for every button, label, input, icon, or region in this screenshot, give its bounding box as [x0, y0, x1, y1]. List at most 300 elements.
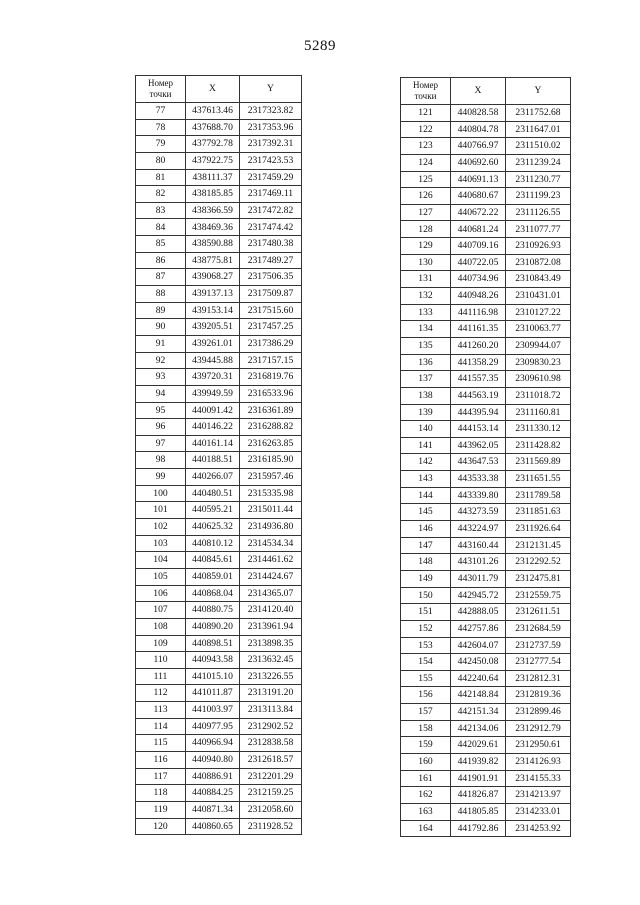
table-row: [401, 387, 571, 404]
point-number-cell: 105: [136, 568, 186, 585]
point-number-cell: 91: [136, 335, 186, 352]
x-cell: 441557.35: [451, 371, 506, 388]
x-cell: 442945.72: [451, 587, 506, 604]
table-row: [136, 352, 302, 369]
x-cell: 443224.97: [451, 521, 506, 538]
table-row: [136, 685, 302, 702]
table-row: [401, 204, 571, 221]
y-cell: 2316819.76: [240, 369, 302, 386]
y-cell: 2312131.45: [506, 537, 571, 554]
y-cell: 2316533.96: [240, 385, 302, 402]
point-number-cell: 157: [401, 704, 451, 721]
y-cell: 2312737.59: [506, 637, 571, 654]
x-cell: 439205.51: [186, 319, 240, 336]
point-number-cell: 134: [401, 321, 451, 338]
table-row: [401, 471, 571, 488]
table-row: [401, 654, 571, 671]
table-body-left: [136, 103, 302, 835]
table-row: [136, 319, 302, 336]
table-row: [136, 286, 302, 303]
x-cell: 442240.64: [451, 670, 506, 687]
x-cell: 440859.01: [186, 568, 240, 585]
y-cell: 2315957.46: [240, 469, 302, 486]
point-number-cell: 101: [136, 502, 186, 519]
table-row: [136, 452, 302, 469]
x-cell: 440940.80: [186, 751, 240, 768]
table-row: [401, 421, 571, 438]
table-row: [136, 735, 302, 752]
x-cell: 442151.34: [451, 704, 506, 721]
table-row: [136, 568, 302, 585]
x-cell: 440146.22: [186, 419, 240, 436]
point-number-cell: 99: [136, 469, 186, 486]
point-number-cell: 155: [401, 670, 451, 687]
x-cell: 441792.86: [451, 820, 506, 837]
y-cell: 2310063.77: [506, 321, 571, 338]
table-header-row: [136, 76, 302, 103]
table-row: [401, 504, 571, 521]
x-cell: 441161.35: [451, 321, 506, 338]
point-number-cell: 94: [136, 385, 186, 402]
point-number-cell: 85: [136, 236, 186, 253]
x-cell: 442450.08: [451, 654, 506, 671]
point-number-cell: 81: [136, 169, 186, 186]
point-number-cell: 116: [136, 751, 186, 768]
table-row: [401, 271, 571, 288]
point-number-cell: 152: [401, 620, 451, 637]
x-cell: 438111.37: [186, 169, 240, 186]
y-cell: 2311330.12: [506, 421, 571, 438]
point-number-cell: 138: [401, 387, 451, 404]
x-cell: 440709.16: [451, 238, 506, 255]
y-cell: 2311018.72: [506, 387, 571, 404]
point-number-cell: 136: [401, 354, 451, 371]
point-number-cell: 121: [401, 105, 451, 122]
x-cell: 440804.78: [451, 121, 506, 138]
point-number-cell: 96: [136, 419, 186, 436]
table-row: [136, 502, 302, 519]
table-row: [136, 186, 302, 203]
table-row: [401, 238, 571, 255]
x-cell: 440868.04: [186, 585, 240, 602]
y-cell: 2316361.89: [240, 402, 302, 419]
y-cell: 2317474.42: [240, 219, 302, 236]
y-cell: 2312684.59: [506, 620, 571, 637]
y-cell: 2312058.60: [240, 801, 302, 818]
table-row: [401, 587, 571, 604]
y-cell: 2314155.33: [506, 770, 571, 787]
x-cell: 442888.05: [451, 604, 506, 621]
point-number-cell: 147: [401, 537, 451, 554]
point-number-cell: 163: [401, 803, 451, 820]
point-number-cell: 154: [401, 654, 451, 671]
x-cell: 440692.60: [451, 154, 506, 171]
x-cell: 439137.13: [186, 286, 240, 303]
y-cell: 2314461.62: [240, 552, 302, 569]
table-row: [401, 570, 571, 587]
point-number-cell: 84: [136, 219, 186, 236]
y-cell: 2313226.55: [240, 668, 302, 685]
point-number-cell: 87: [136, 269, 186, 286]
x-cell: 442757.86: [451, 620, 506, 637]
y-cell: 2312201.29: [240, 768, 302, 785]
y-cell: 2310127.22: [506, 304, 571, 321]
x-cell: 440871.34: [186, 801, 240, 818]
y-cell: 2317469.11: [240, 186, 302, 203]
point-number-cell: 111: [136, 668, 186, 685]
x-cell: 440680.67: [451, 188, 506, 205]
y-cell: 2312559.75: [506, 587, 571, 604]
x-cell: 440188.51: [186, 452, 240, 469]
table-row: [136, 785, 302, 802]
table-row: [136, 751, 302, 768]
table-row: [401, 171, 571, 188]
x-cell: 441358.29: [451, 354, 506, 371]
table-row: [401, 554, 571, 571]
point-number-cell: 133: [401, 304, 451, 321]
x-cell: 443339.80: [451, 487, 506, 504]
table-row: [401, 121, 571, 138]
point-number-cell: 106: [136, 585, 186, 602]
point-number-header: [136, 76, 186, 103]
x-cell: 442148.84: [451, 687, 506, 704]
point-number-cell: 107: [136, 602, 186, 619]
y-cell: 2316185.90: [240, 452, 302, 469]
point-number-cell: 141: [401, 437, 451, 454]
point-number-cell: 123: [401, 138, 451, 155]
x-cell: 439153.14: [186, 302, 240, 319]
y-cell: 2310926.93: [506, 238, 571, 255]
point-number-cell: 109: [136, 635, 186, 652]
y-cell: 2314365.07: [240, 585, 302, 602]
x-cell: 443533.38: [451, 471, 506, 488]
y-cell: 2311428.82: [506, 437, 571, 454]
table-row: [401, 770, 571, 787]
y-cell: 2311647.01: [506, 121, 571, 138]
x-cell: 443011.79: [451, 570, 506, 587]
x-cell: 441901.91: [451, 770, 506, 787]
y-cell: 2317457.25: [240, 319, 302, 336]
point-number-cell: 86: [136, 252, 186, 269]
y-header: Y: [506, 78, 571, 105]
table-row: [401, 737, 571, 754]
y-cell: 2311928.52: [240, 818, 302, 835]
x-cell: 438185.85: [186, 186, 240, 203]
table-row: [136, 252, 302, 269]
table-row: [136, 402, 302, 419]
y-cell: 2310431.01: [506, 288, 571, 305]
y-cell: 2313191.20: [240, 685, 302, 702]
y-cell: 2312611.51: [506, 604, 571, 621]
point-number-cell: 112: [136, 685, 186, 702]
x-cell: 439949.59: [186, 385, 240, 402]
y-cell: 2314936.80: [240, 519, 302, 536]
y-cell: 2311126.55: [506, 204, 571, 221]
point-number-cell: 95: [136, 402, 186, 419]
point-number-cell: 162: [401, 787, 451, 804]
point-number-cell: 148: [401, 554, 451, 571]
point-number-cell: 122: [401, 121, 451, 138]
table-body-right: [401, 105, 571, 837]
table-row: [401, 637, 571, 654]
table-row: [401, 354, 571, 371]
point-number-cell: 164: [401, 820, 451, 837]
x-cell: 443273.59: [451, 504, 506, 521]
table-row: [401, 105, 571, 122]
x-cell: 440595.21: [186, 502, 240, 519]
x-cell: 441939.82: [451, 753, 506, 770]
y-cell: 2317386.29: [240, 335, 302, 352]
y-cell: 2317489.27: [240, 252, 302, 269]
table-row: [401, 337, 571, 354]
point-number-cell: 108: [136, 618, 186, 635]
table-row: [136, 152, 302, 169]
table-row: [401, 704, 571, 721]
y-cell: 2314253.92: [506, 820, 571, 837]
table-row: [401, 138, 571, 155]
table-row: [136, 169, 302, 186]
y-cell: 2312475.81: [506, 570, 571, 587]
x-cell: 437688.70: [186, 119, 240, 136]
coordinates-table-right: [400, 77, 571, 837]
x-cell: 440943.58: [186, 652, 240, 669]
table-row: [401, 604, 571, 621]
x-cell: 440810.12: [186, 535, 240, 552]
y-cell: 2313113.84: [240, 702, 302, 719]
table-row: [401, 753, 571, 770]
x-cell: 438775.81: [186, 252, 240, 269]
y-cell: 2317480.38: [240, 236, 302, 253]
point-number-header: [401, 78, 451, 105]
table-row: [136, 818, 302, 835]
table-row: [136, 768, 302, 785]
table-row: [401, 221, 571, 238]
table-row: [136, 535, 302, 552]
x-cell: 439068.27: [186, 269, 240, 286]
table-row: [136, 269, 302, 286]
y-cell: 2317509.87: [240, 286, 302, 303]
table-row: [136, 202, 302, 219]
x-cell: 443962.05: [451, 437, 506, 454]
y-cell: 2311510.02: [506, 138, 571, 155]
table-row: [136, 385, 302, 402]
table-row: [136, 219, 302, 236]
point-number-cell: 83: [136, 202, 186, 219]
point-number-header-line1: Номер: [147, 78, 174, 88]
y-cell: 2312819.36: [506, 687, 571, 704]
y-cell: 2311752.68: [506, 105, 571, 122]
x-cell: 438469.36: [186, 219, 240, 236]
x-cell: 443647.53: [451, 454, 506, 471]
x-cell: 440860.65: [186, 818, 240, 835]
x-cell: 440880.75: [186, 602, 240, 619]
point-number-cell: 159: [401, 737, 451, 754]
point-number-cell: 79: [136, 136, 186, 153]
point-number-cell: 158: [401, 720, 451, 737]
y-cell: 2310843.49: [506, 271, 571, 288]
table-row: [136, 519, 302, 536]
x-cell: 441805.85: [451, 803, 506, 820]
table-row: [401, 521, 571, 538]
table-row: [136, 718, 302, 735]
y-cell: 2317353.96: [240, 119, 302, 136]
x-cell: 440480.51: [186, 485, 240, 502]
table-row: [401, 537, 571, 554]
y-cell: 2317323.82: [240, 103, 302, 120]
y-cell: 2314120.40: [240, 602, 302, 619]
point-number-cell: 125: [401, 171, 451, 188]
y-cell: 2316288.82: [240, 419, 302, 436]
x-cell: 440091.42: [186, 402, 240, 419]
x-cell: 440977.95: [186, 718, 240, 735]
x-cell: 440722.05: [451, 254, 506, 271]
table-row: [401, 154, 571, 171]
y-cell: 2314233.01: [506, 803, 571, 820]
x-cell: 442029.61: [451, 737, 506, 754]
y-cell: 2312902.52: [240, 718, 302, 735]
x-cell: 440625.32: [186, 519, 240, 536]
y-cell: 2311199.23: [506, 188, 571, 205]
y-cell: 2311789.58: [506, 487, 571, 504]
x-cell: 441260.20: [451, 337, 506, 354]
y-cell: 2311926.64: [506, 521, 571, 538]
y-cell: 2317515.60: [240, 302, 302, 319]
y-cell: 2315011.44: [240, 502, 302, 519]
x-cell: 440890.20: [186, 618, 240, 635]
point-number-cell: 137: [401, 371, 451, 388]
table-row: [136, 485, 302, 502]
point-number-cell: 153: [401, 637, 451, 654]
y-cell: 2317472.82: [240, 202, 302, 219]
table-row: [401, 820, 571, 837]
table-row: [136, 652, 302, 669]
y-cell: 2317392.31: [240, 136, 302, 153]
x-cell: 441116.98: [451, 304, 506, 321]
y-cell: 2312812.31: [506, 670, 571, 687]
x-cell: 440886.91: [186, 768, 240, 785]
point-number-cell: 146: [401, 521, 451, 538]
y-cell: 2309610.98: [506, 371, 571, 388]
point-number-cell: 130: [401, 254, 451, 271]
y-cell: 2312777.54: [506, 654, 571, 671]
y-cell: 2315335.98: [240, 485, 302, 502]
y-cell: 2317423.53: [240, 152, 302, 169]
y-cell: 2317157.15: [240, 352, 302, 369]
x-header: X: [186, 76, 240, 103]
x-cell: 440266.07: [186, 469, 240, 486]
table-row: [401, 371, 571, 388]
x-cell: 440948.26: [451, 288, 506, 305]
y-cell: 2312618.57: [240, 751, 302, 768]
y-cell: 2313961.94: [240, 618, 302, 635]
x-cell: 440828.58: [451, 105, 506, 122]
table-row: [401, 454, 571, 471]
y-cell: 2310872.08: [506, 254, 571, 271]
x-cell: 440672.22: [451, 204, 506, 221]
point-number-cell: 102: [136, 519, 186, 536]
y-cell: 2312292.52: [506, 554, 571, 571]
x-cell: 444153.14: [451, 421, 506, 438]
table-row: [401, 687, 571, 704]
table-row: [401, 437, 571, 454]
x-cell: 438366.59: [186, 202, 240, 219]
point-number-cell: 82: [136, 186, 186, 203]
point-number-cell: 118: [136, 785, 186, 802]
table-row: [136, 335, 302, 352]
x-cell: 440161.14: [186, 435, 240, 452]
table-row: [136, 702, 302, 719]
point-number-cell: 129: [401, 238, 451, 255]
table-row: [136, 435, 302, 452]
point-number-cell: 110: [136, 652, 186, 669]
point-number-cell: 124: [401, 154, 451, 171]
x-cell: 440734.96: [451, 271, 506, 288]
y-header: Y: [240, 76, 302, 103]
point-number-cell: 77: [136, 103, 186, 120]
page-number: 5289: [304, 38, 336, 54]
x-cell: 440691.13: [451, 171, 506, 188]
table-row: [401, 803, 571, 820]
y-cell: 2311569.89: [506, 454, 571, 471]
table-row: [136, 469, 302, 486]
table-row: [401, 321, 571, 338]
point-number-cell: 120: [136, 818, 186, 835]
table-row: [136, 585, 302, 602]
point-number-cell: 78: [136, 119, 186, 136]
y-cell: 2317459.29: [240, 169, 302, 186]
table-row: [136, 635, 302, 652]
point-number-cell: 150: [401, 587, 451, 604]
table-row: [136, 419, 302, 436]
point-number-cell: 128: [401, 221, 451, 238]
table-row: [136, 618, 302, 635]
x-cell: 442134.06: [451, 720, 506, 737]
y-cell: 2314126.93: [506, 753, 571, 770]
x-cell: 441826.87: [451, 787, 506, 804]
point-number-cell: 103: [136, 535, 186, 552]
point-number-cell: 98: [136, 452, 186, 469]
x-cell: 440766.97: [451, 138, 506, 155]
point-number-cell: 119: [136, 801, 186, 818]
x-cell: 442604.07: [451, 637, 506, 654]
x-cell: 437613.46: [186, 103, 240, 120]
point-number-cell: 161: [401, 770, 451, 787]
point-number-cell: 92: [136, 352, 186, 369]
x-cell: 441015.10: [186, 668, 240, 685]
point-number-cell: 140: [401, 421, 451, 438]
x-cell: 444563.19: [451, 387, 506, 404]
x-cell: 440884.25: [186, 785, 240, 802]
y-cell: 2314213.97: [506, 787, 571, 804]
table-row: [401, 787, 571, 804]
table-row: [136, 302, 302, 319]
table-row: [136, 119, 302, 136]
table-row: [136, 602, 302, 619]
point-number-header-line2: точки: [149, 89, 172, 99]
x-cell: 441011.87: [186, 685, 240, 702]
point-number-cell: 139: [401, 404, 451, 421]
point-number-cell: 149: [401, 570, 451, 587]
y-cell: 2312912.79: [506, 720, 571, 737]
x-cell: 440898.51: [186, 635, 240, 652]
x-cell: 440966.94: [186, 735, 240, 752]
table-row: [136, 369, 302, 386]
point-number-cell: 90: [136, 319, 186, 336]
table-row: [401, 670, 571, 687]
point-number-cell: 104: [136, 552, 186, 569]
table-row: [401, 720, 571, 737]
point-number-cell: 126: [401, 188, 451, 205]
